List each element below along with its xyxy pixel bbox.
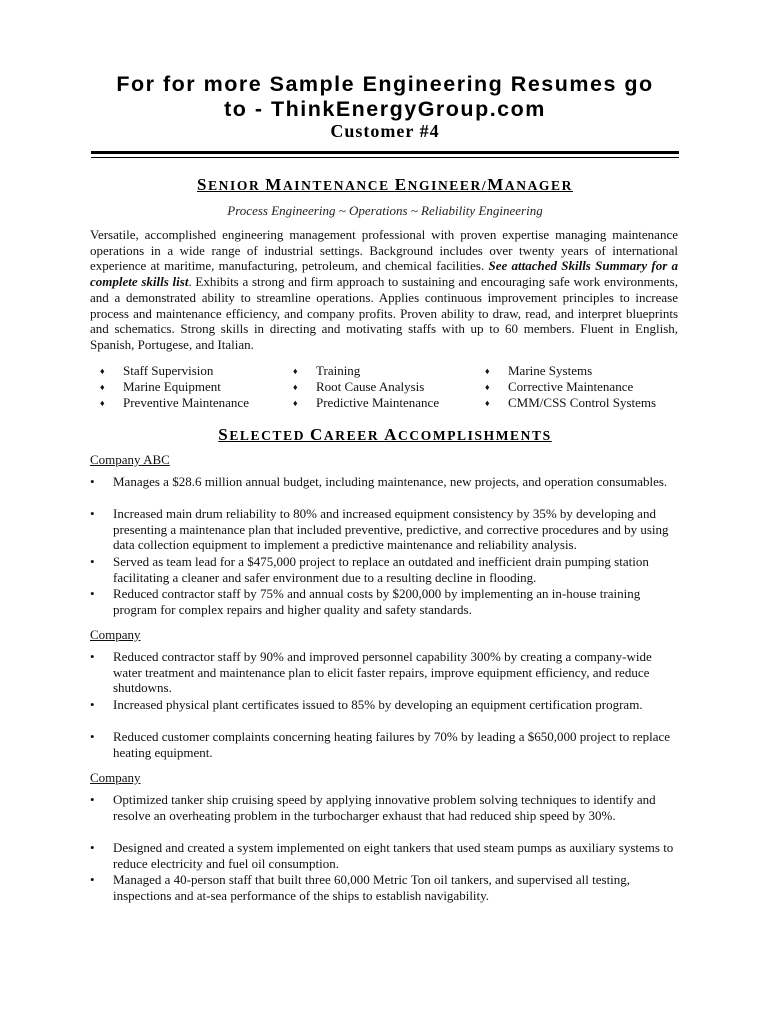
- accomplishment-item: • Managed a 40-person staff that built three 60,000 Metric Ton oil tankers, and supervised all testing, inspections and at-sea performance of the ships to establish navigability.: [90, 872, 631, 903]
- bullet-icon: •: [90, 649, 95, 664]
- bullet-icon: •: [90, 506, 95, 521]
- bullet-icon: •: [90, 872, 95, 887]
- tagline: Process Engineering ~ Operations ~ Reliability Engineering: [227, 203, 543, 218]
- diamond-bullet-icon: ♦: [293, 398, 298, 408]
- bullet-icon: •: [90, 792, 95, 807]
- skill-item: ♦ Marine Systems: [485, 363, 593, 378]
- accomplishment-item: • Increased main drum reliability to 80% and increased equipment consistency by 35% by developing and presenting a maintenance plan that included preventive, predictive, and corrective procedures and by using data collection equipment to implement a predictive maintenance and reliability analysis.: [90, 506, 669, 553]
- accomplishment-item: • Optimized tanker ship cruising speed by applying innovative problem solving techniques to identify and resolve an overheating problem in the turbocharger exhaust that had reduced ship speed by 30%.: [90, 792, 656, 823]
- header-rule-thick: [91, 151, 679, 154]
- summary-paragraph: Versatile, accomplished engineering management professional with proven expertise managing maintenance operations in a wide range of industrial settings. Background includes over twenty years of international experience at maritime, manufacturing, petroleum, and chemical facilities. See attached Skills Summary for a complete skills list. Exhibits a strong and firm approach to sustaining and encouraging safe work environments, and a demonstrated ability to streamline operations. Applies continuous improvement principles to increase process and maintenance efficiency, and company profits. Proven ability to draw, read, and interpret blueprints and schematics. Strong skills in directing and motivating staffs with up to 60 members. Fluent in English, Spanish, Portugese, and Italian.: [90, 227, 678, 352]
- accomplishment-item: • Reduced contractor staff by 90% and improved personnel capability 300% by creating a company-wide water treatment and maintenance plan to elicit faster repairs, improve equipment efficiency, and reduce shutdowns.: [90, 649, 652, 696]
- company-name: Company ABC: [90, 452, 170, 467]
- skill-item: ♦ Training: [293, 363, 361, 378]
- bullet-icon: •: [90, 554, 95, 569]
- accomplishment-item: • Reduced contractor staff by 75% and annual costs by $200,000 by implementing an in-house training program for complex repairs and higher quality and safety standards.: [90, 586, 641, 617]
- header-rule-thin: [91, 157, 679, 158]
- skill-item: ♦ Staff Supervision: [100, 363, 214, 378]
- customer-label: Customer #4: [330, 121, 440, 141]
- bullet-icon: •: [90, 586, 95, 601]
- company-name: Company: [90, 770, 141, 785]
- header-line-1: For for more Sample Engineering Resumes go: [116, 72, 654, 96]
- diamond-bullet-icon: ♦: [293, 366, 298, 376]
- accomplishment-item: • Designed and created a system implemented on eight tankers that used steam pumps as auxiliary systems to reduce electricity and fuel oil consumption.: [90, 840, 674, 871]
- bullet-icon: •: [90, 729, 95, 744]
- header-line-2: to - ThinkEnergyGroup.com: [224, 97, 546, 121]
- diamond-bullet-icon: ♦: [100, 366, 105, 376]
- diamond-bullet-icon: ♦: [485, 366, 490, 376]
- skill-item: ♦ Preventive Maintenance: [100, 395, 249, 410]
- skill-item: ♦ Marine Equipment: [100, 379, 221, 394]
- diamond-bullet-icon: ♦: [485, 382, 490, 392]
- diamond-bullet-icon: ♦: [293, 382, 298, 392]
- job-title: SENIOR MAINTENANCE ENGINEER/MANAGER: [197, 175, 573, 194]
- skill-item: ♦ Predictive Maintenance: [293, 395, 440, 410]
- skill-item: ♦ Root Cause Analysis: [293, 379, 425, 394]
- bullet-icon: •: [90, 697, 95, 712]
- skill-item: ♦ Corrective Maintenance: [485, 379, 634, 394]
- skill-item: ♦ CMM/CSS Control Systems: [485, 395, 657, 410]
- diamond-bullet-icon: ♦: [485, 398, 490, 408]
- accomplishments-title: SELECTED CAREER ACCOMPLISHMENTS: [218, 425, 552, 444]
- accomplishment-item: • Served as team lead for a $475,000 project to replace an outdated and inefficient drain pumping station facilitating a cleaner and safer environment due to a resulting decline in flooding.: [90, 554, 649, 585]
- bullet-icon: •: [90, 474, 95, 489]
- diamond-bullet-icon: ♦: [100, 382, 105, 392]
- diamond-bullet-icon: ♦: [100, 398, 105, 408]
- company-name: Company: [90, 627, 141, 642]
- accomplishment-item: • Manages a $28.6 million annual budget, including maintenance, new projects, and operation consumables.: [90, 474, 668, 489]
- accomplishment-item: • Reduced customer complaints concerning heating failures by 70% by leading a $650,000 project to replace heating equipment.: [90, 729, 671, 760]
- accomplishment-item: • Increased physical plant certificates issued to 85% by developing an equipment certification program.: [90, 697, 643, 712]
- bullet-icon: •: [90, 840, 95, 855]
